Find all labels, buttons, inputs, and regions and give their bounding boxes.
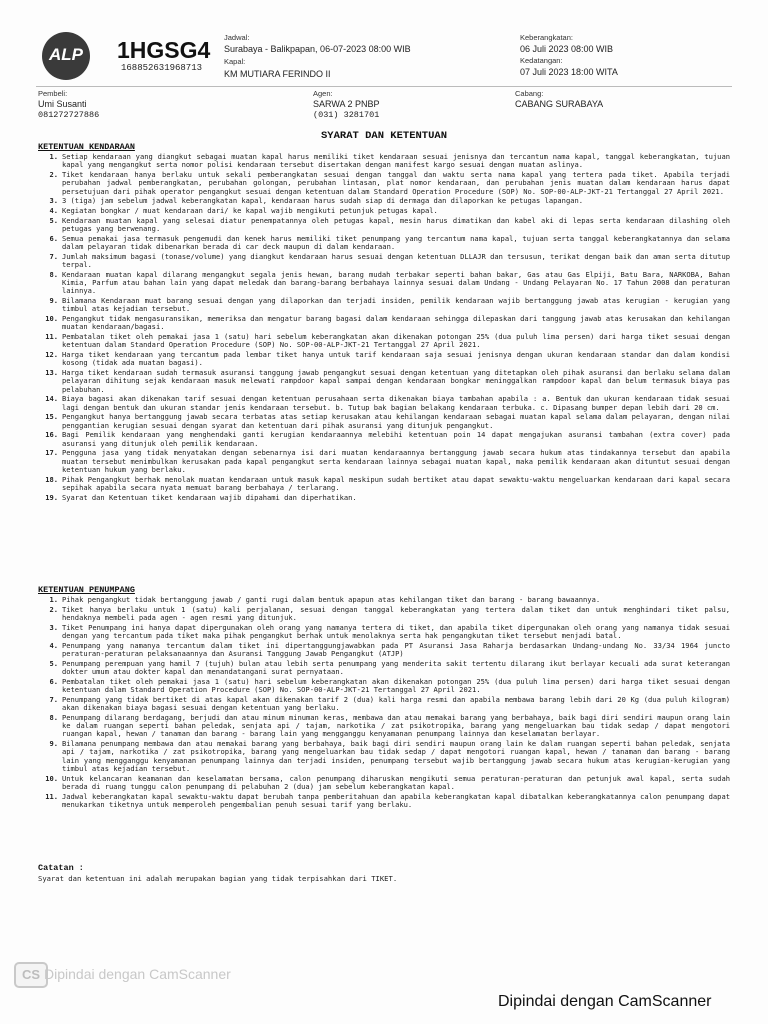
kendaraan-item [38,197,730,205]
item-number: 17. [45,448,58,458]
kendaraan-item [38,476,730,493]
cabang-value: CABANG SURABAYA [515,99,604,109]
kendaraan-item [38,153,730,170]
item-text: Tiket kendaraan hanya berlaku untuk sekali pemberangkatan sesuai dengan tanggal dan waktu serta nama kapal yang tertera pada tiket. Apabila terjadi perubahan jadwal pemberangkatan, perubahan golongan, perubahan lintasan, plat nomor kendaraan, dan perubahan jenis muatan dalam kendaraan harus dapat persetujuan dari pihak operator pengangkut sesuai dengan ketentuan dalam Standard Operation Procedure (SOP) No. SOP-00-ALP-JKT-21 Tertanggal 27 April 2021. [62,170,730,196]
item-text: Bilamana Kendaraan muat barang sesuai dengan yang dilaporkan dan terjadi insiden, pemilik kendaraan wajib bertanggung jawab atas kerugian - kerugian yang timbul atas kejadian tersebut. [62,296,730,314]
penumpang-item [38,606,730,623]
kendaraan-item [38,413,730,430]
kendaraan-item [38,315,730,332]
item-number: 1. [49,152,58,161]
pembeli-label: Pembeli: [38,89,68,98]
item-text: Jadwal keberangkatan kapal sewaktu-waktu dapat berubah tanpa pemberitahuan dan apabila keberangkatan kapal dibatalkan keberangkatannya calon penumpang dapat menukarkan tiketnya untuk memperoleh pengembalian penuh sesuai tarif yang berlaku. [62,791,730,810]
camscanner-logo [14,962,48,988]
item-text: Tiket Penumpang ini hanya dapat dipergunakan oleh orang yang namanya tertera di tiket, dan apabila tiket dipergunakan oleh orang yang namanya tidak sesuai dengan yang tercantum pada tiket maka pihak pengangkut berhak untuk menolaknya serta hak pengangkutan tiket tersebut menjadi batal. [62,622,730,640]
booking-number: 168852631968713 [121,63,203,73]
item-text: Jumlah maksimum bagasi (tonase/volume) yang diangkut kendaraan harus sesuai dengan ketentuan DLLAJR dan tersusun, terikat dengan baik dan aman serta ditutup terpal. [62,251,730,269]
item-number: 14. [45,394,58,404]
penumpang-heading: KETENTUAN PENUMPANG [38,585,135,595]
kendaraan-item [38,395,730,412]
penumpang-item [38,624,730,641]
item-number: 6. [49,676,58,686]
pembeli-name: Umi Susanti [38,99,87,109]
item-text: Penumpang yang tidak bertiket di atas kapal akan dikenakan tarif 2 (dua) kali harga resmi dan apabila membawa barang lebih dari 20 Kg (dua puluh kilogram) akan dikenakan biaya bagasi sesuai dengan ketentuan yang berlaku. [62,694,730,712]
penumpang-item [38,660,730,677]
agen-phone: (031) 3281701 [313,110,380,120]
item-text: Syarat dan Ketentuan tiket kendaraan wajib dipahami dan diperhatikan. [62,492,357,502]
kendaraan-item [38,449,730,474]
item-number: 5. [49,658,58,668]
item-text: Penumpang dilarang berdagang, berjudi dan atau minum minuman keras, membawa dan atau memakai barang yang berbahaya, baik bagi diri sendiri maupun orang lain ke dalam ruangan seperti bahan peledak, senjata api / tajam, narkotika / zat psikotropika, barang yang mengeluarkan bau tidak sedap / dapat mengotori ruangan kapal, hewan / tanaman dan barang - barang lain yang mengganggu kenyamanan penumpang lainnya dan keselamatan berlayar. [62,712,730,739]
booking-code: 1HGSG4 [117,37,211,63]
kedatangan-label: Kedatangan: [520,56,563,65]
kapal-value: KM MUTIARA FERINDO II [224,69,331,79]
item-text: Pembatalan tiket oleh pemakai jasa 1 (satu) hari sebelum keberangkatan akan dikenakan potongan 25% (dua puluh lima persen) dari harga tiket sesuai dengan ketentuan dalam Standard Operation Procedure (SOP) No. SOP-00-ALP-JKT-21 Tertanggal 27 April 2021. [62,332,730,350]
item-number: 9. [49,739,58,748]
item-number: 18. [45,474,58,484]
penumpang-item [38,714,730,739]
item-text: Semua pemakai jasa termasuk pengemudi dan kenek harus memiliki tiket penumpang yang tercantum nama kapal, tujuan serta tanggal keberangkatannya dan selama dalam pelayaran tidak dibenarkan berada di car deck maupun di dalam kendaraan. [62,233,730,251]
page-title: SYARAT DAN KETENTUAN [320,130,448,142]
item-text: Harga tiket kendaraan yang tercantum pada lembar tiket hanya untuk tarif kendaraan saja sesuai jenisnya dengan ukuran kendaraan standar dan dalam kondisi kosong (tidak ada muatan bagasi). [62,350,730,368]
item-text: Bilamana penumpang membawa dan atau memakai barang yang berbahaya, baik bagi diri sendiri maupun orang lain ke dalam ruangan seperti bahan peledak, senjata api / tajam, narkotika / zat psikotropika, barang yang mengeluarkan bau tidak sedap / dapat mengotori ruangan kapal, hewan / tanaman dan barang - barang lain yang mengganggu kenyamanan penumpang lainnya dan terjadi insiden, penumpang tersebut wajib bertanggung jawab secara hukum atas kerugian-kerugian yang timbul atas kejadian tersebut. [62,739,730,774]
header-divider [36,86,732,87]
kendaraan-list [38,153,730,503]
item-text: Bagi Pemilik kendaraan yang menghendaki ganti kerugian kendaraannya melebihi ketentuan poin 14 dapat mengajukan asuransi tambahan (extra cover) pada asuransi yang ditunjuk oleh pemilik kendaraan. [62,430,730,448]
agen-name: SARWA 2 PNBP [313,99,380,109]
penumpang-item [38,696,730,713]
item-text: Pihak Pengangkut berhak menolak muatan kendaraan untuk masuk kapal meskipun sudah bertiket atau dapat sewaktu-waktu mengeluarkan kendaraan dari kapal secara sepihak apabila secara nyata memuat barang berbahaya / terlarang. [62,474,730,493]
penumpang-item [38,642,730,659]
keberangkatan-label: Keberangkatan: [520,33,573,42]
catatan-heading: Catatan : [38,863,84,873]
item-text: 3 (tiga) jam sebelum jadwal keberangkatan kapal, kendaraan harus sudah siap di dermaga dan dilaporkan ke petugas lapangan. [62,196,584,206]
item-number: 12. [45,350,58,359]
kendaraan-heading: KETENTUAN KENDARAAN [38,142,135,152]
kendaraan-item [38,207,730,215]
kendaraan-item [38,431,730,448]
item-text: Penumpang perempuan yang hamil 7 (tujuh) bulan atau lebih serta penumpang yang menderita sakit tertentu dilarang ikut berlayar kecuali ada surat keterangan dokter umum atau dokter kapal dan menandatangani surat pernyataan. [62,658,730,676]
item-text: Setiap kendaraan yang diangkut sebagai muatan kapal harus memiliki tiket kendaraan sesuai jenisnya dan tercantum nama kapal, tanggal keberangkatan, tujuan kapal yang mengangkut serta nomor polisi kendaraan tersebut disertakan dengan manifest kargo sesuai dengan muatan aslinya. [62,152,730,170]
catatan-text: Syarat dan ketentuan ini adalah merupakan bagian yang tidak terpisahkan dari TIKET. [38,874,398,883]
item-number: 4. [49,640,58,650]
item-number: 16. [45,430,58,440]
item-number: 9. [49,296,58,305]
penumpang-item [38,596,730,604]
item-text: Pihak pengangkut tidak bertanggung jawab / ganti rugi dalam bentuk apapun atas kehilangan tiket dan barang - barang bawaannya. [62,595,601,604]
kendaraan-item [38,494,730,502]
item-text: Untuk kelancaran keamanan dan keselamatan bersama, calon penumpang diharuskan mengikuti semua peraturan-peraturan dan petunjuk awal kapal, serta sudah berada di ruang tunggu calon penumpang di pelabuhan 2 (dua) jam sebelum keberangkatan kapal. [62,773,730,792]
item-number: 4. [49,206,58,215]
item-number: 2. [49,604,58,614]
penumpang-item [38,775,730,792]
camscanner-watermark: Dipindai dengan CamScanner [498,993,712,1010]
item-text: Kendaraan muatan kapal dilarang mengangkut segala jenis hewan, barang mudah terbakar seperti bahan bakar, Gas atau Gas Elpiji, Batu Bara, NARKOBA, Bahan Kimia, Parfum atau bahan lain yang dapat meledak dan barang-barang berbahaya lainnya sesuai dalam Undang - Undang Pelayaran No. 17 Tahun 2008 dan peraturan lainnya. [62,269,730,296]
logo-text: ALP [49,45,83,64]
item-number: 10. [45,773,58,783]
keberangkatan-value: 06 Juli 2023 08:00 WIB [520,44,614,54]
item-number: 7. [49,694,58,704]
item-text: Penumpang yang namanya tercantum dalam tiket ini dipertanggungjawabkan pada PT Asuransi Jasa Raharja berdasarkan Undang-undang No. 33/34 1964 juncto peraturan-peraturan pelaksanaannya dan Asuransi Tanggung Jawab Pengangkut (ATJP) [62,640,730,658]
item-text: Pengguna jasa yang tidak menyatakan dengan sebenarnya isi dari muatan kendaraannya bertanggung jawab secara hukum atas tindakannya tersebut dan apabila muatan tersebut menimbulkan kerusakan pada kapal pengangkut serta kendaraan lainnya sebagai muatan kapal, maka pemilik kendaraan akan dituntut sesuai dengan ketentuan hukum yang berlaku. [62,448,730,475]
item-number: 2. [49,170,58,179]
item-number: 11. [45,791,58,801]
item-number: 3. [49,196,58,206]
penumpang-item [38,740,730,774]
item-text: Tiket hanya berlaku untuk 1 (satu) kali perjalanan, sesuai dengan tanggal keberangkatan yang tertera dalam tiket dan untuk menghindari tiket palsu, hendaknya membeli pada agen - agen resmi yang ditunjuk. [62,604,730,622]
kendaraan-item [38,369,730,394]
item-number: 8. [49,269,58,279]
item-number: 7. [49,251,58,261]
cabang-label: Cabang: [515,89,544,98]
jadwal-value: Surabaya - Balikpapan, 06-07-2023 08:00 WIB [224,44,411,54]
camscanner-badge-text: CS [21,967,41,982]
jadwal-label: Jadwal: [224,33,250,42]
item-text: Kendaraan muatan kapal yang selesai diatur penempatannya oleh petugas kapal, mesin harus dimatikan dan kabel aki di lepas serta kendaraan dilashing oleh petugas yang berwenang. [62,215,730,233]
camscanner-faint-text: Dipindai dengan CamScanner [44,966,231,982]
item-number: 8. [49,712,58,722]
company-logo [42,32,90,80]
item-number: 6. [49,233,58,243]
penumpang-item [38,793,730,810]
kendaraan-item [38,271,730,296]
kapal-label: Kapal: [224,57,246,66]
item-text: Pengangkut tidak mengasuransikan, memeriksa dan mengatur barang bagasi dalam kendaraan sehingga dilepaskan dari tanggung jawab atas kerusakan dan kehilangan muatan kendaraan/bagasi. [62,314,730,332]
item-text: Pembatalan tiket oleh pemakai jasa 1 (satu) hari sebelum keberangkatan akan dikenakan potongan 25% (dua puluh lima persen) dari harga tiket sesuai dengan ketentuan dalam Standard Operation Procedure (SOP) No. SOP-00-ALP-JKT-21 Tertanggal 27 April 2021. [62,676,730,694]
kendaraan-item [38,235,730,252]
item-number: 3. [49,622,58,632]
item-number: 5. [49,215,58,225]
item-number: 19. [45,492,58,502]
penumpang-item [38,678,730,695]
kendaraan-item [38,351,730,368]
item-text: Pengangkut hanya bertanggung jawab secara terbatas atas setiap kerusakan atau kehilangan kendaraan sebagai muatan kapal selama dalam pelayaran, dengan nilai penggantian kerugian sesuai dengan syarat dan ketentuan dari pihak asuransi yang ditunjuk pengangkut. [62,412,730,430]
item-text: Biaya bagasi akan dikenakan tarif sesuai dengan ketentuan perusahaan serta dikenakan biaya tambahan apabila : a. Bentuk dan ukuran kendaraan tidak sesuai lagi dengan bentuk dan ukuran standar jenis kendaraan tersebut. b. Tutup bak bagian belakang kendaraan terbuka. c. Dipasang bumper depan lebih dari 20 cm. [62,394,730,412]
kendaraan-item [38,333,730,350]
kendaraan-item [38,297,730,314]
penumpang-list [38,596,730,811]
item-number: 13. [45,368,58,377]
item-number: 1. [49,595,58,604]
item-text: Kegiatan bongkar / muat kendaraan dari/ ke kapal wajib mengikuti petunjuk petugas kapal. [62,206,438,215]
item-text: Harga tiket kendaraan sudah termasuk asuransi tanggung jawab pengangkut sesuai dengan ketentuan yang ditetapkan oleh pihak asuransi dan berlaku selama dalam pelayaran dihitung sejak kendaraan masuk melewati rampdoor kapal sampai dengan kendaraan bongkar meninggalkan rampdoor kapal dan belum termasuk biaya pas pelabuhan. [62,368,730,394]
agen-label: Agen: [313,89,333,98]
pembeli-phone: 081272727886 [38,110,100,120]
item-number: 10. [45,314,58,323]
kendaraan-item [38,253,730,270]
item-number: 11. [45,332,58,341]
item-number: 15. [45,412,58,422]
kendaraan-item [38,217,730,234]
kendaraan-item [38,171,730,196]
kedatangan-value: 07 Juli 2023 18:00 WITA [520,67,618,77]
